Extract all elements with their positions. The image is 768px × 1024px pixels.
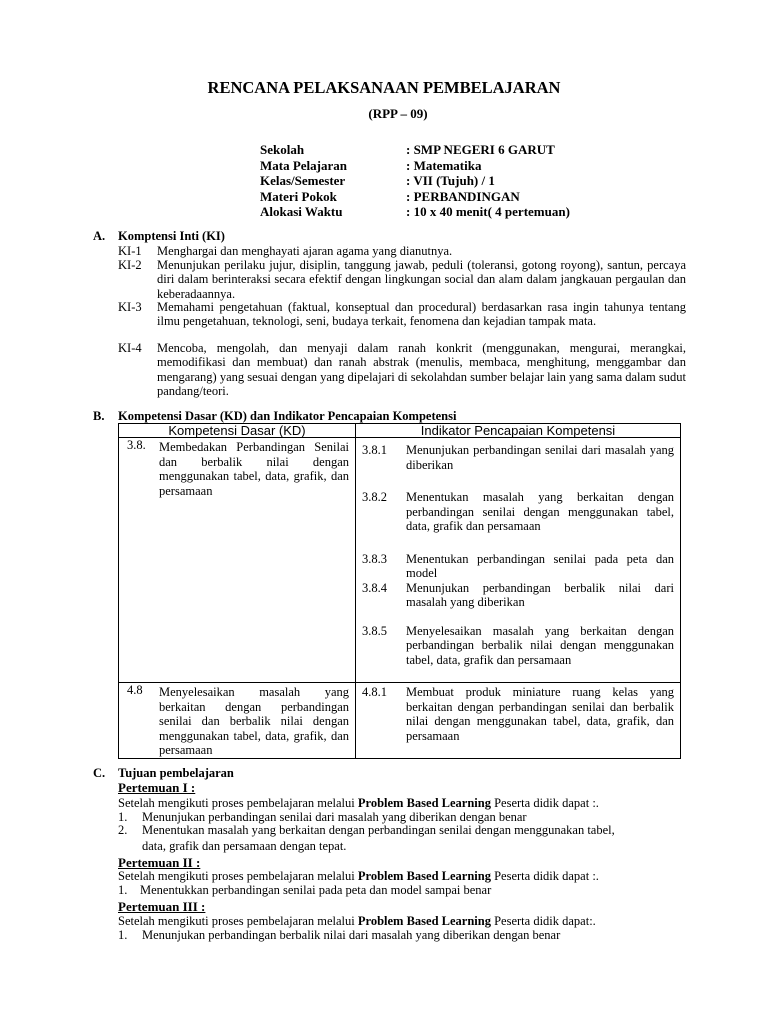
ki-number: KI-1 xyxy=(118,244,142,258)
objective-continuation: data, grafik dan persamaan dengan tepat. xyxy=(142,839,347,853)
indicator-number: 3.8.1 xyxy=(362,443,387,457)
kd-text: Menyelesaikan masalah yang berkaitan dengan perbandingan senilai dan berbalik nilai dengan menggunakan tabel, data, grafik, dan persamaan xyxy=(159,685,349,757)
ki-number: KI-4 xyxy=(118,341,142,355)
intro-text: Setelah mengikuti proses pembelajaran melalui xyxy=(118,914,358,928)
kd-cell xyxy=(119,438,356,683)
kd-cell xyxy=(119,683,356,759)
meeting-title: Pertemuan III : xyxy=(118,899,206,914)
info-row-topic xyxy=(260,189,570,205)
intro-method: Problem Based Learning xyxy=(357,796,491,810)
section-a-heading xyxy=(0,229,768,245)
indicator-number: 4.8.1 xyxy=(362,685,387,699)
section-title: Komptensi Inti (KI) xyxy=(118,229,225,243)
objective-number: 1. xyxy=(118,928,128,942)
indicator-item xyxy=(356,443,680,472)
info-value: : PERBANDINGAN xyxy=(406,188,520,204)
section-title: Kompetensi Dasar (KD) dan Indikator Pencapaian Kompetensi xyxy=(118,409,457,423)
table-header-row xyxy=(119,424,681,438)
info-value: : 10 x 40 menit( 4 pertemuan) xyxy=(406,204,570,219)
indicator-text: Menyelesaikan masalah yang berkaitan dengan perbandingan berbalik nilai dengan menggunakan tabel, data, grafik dan persamaan xyxy=(406,623,674,667)
objective-text: Menunjukan perbandingan senilai dari masalah yang diberikan dengan benar xyxy=(142,810,527,824)
kd-number: 3.8. xyxy=(127,438,146,452)
section-title: Tujuan pembelajaran xyxy=(118,766,234,780)
indicator-item xyxy=(356,624,680,668)
objective-text: Menentukan masalah yang berkaitan dengan perbandingan senilai dengan menggunakan tabel, xyxy=(142,823,615,837)
info-label: Mata Pelajaran xyxy=(260,157,348,173)
document-subtitle: (RPP – 09) xyxy=(368,106,428,121)
indicator-text: Membuat produk miniature ruang kelas yang berkaitan dengan perbandingan senilai dan berbalik nilai dengan menggunakan tabel, data, grafik, dan persamaan xyxy=(406,685,674,743)
objective-item xyxy=(118,823,615,838)
intro-text: Peserta didik dapat:. xyxy=(490,914,596,928)
info-label: Sekolah xyxy=(260,142,305,157)
table-row xyxy=(119,683,681,759)
intro-text: Setelah mengikuti proses pembelajaran melalui xyxy=(118,869,358,883)
indicator-text: Menunjukan perbandingan senilai dari masalah yang diberikan xyxy=(406,443,674,472)
info-row-subject xyxy=(260,158,570,174)
info-value: : SMP NEGERI 6 GARUT xyxy=(406,142,555,157)
ki-item xyxy=(118,300,686,329)
indicator-text: Menentukan perbandingan senilai pada peta dan model xyxy=(406,551,674,580)
meeting-title: Pertemuan I : xyxy=(118,780,196,795)
table-row xyxy=(119,438,681,683)
indicator-item xyxy=(356,685,680,743)
objective-item xyxy=(118,883,492,898)
indicator-item xyxy=(356,552,680,581)
objective-item xyxy=(118,928,561,943)
ki-number: KI-3 xyxy=(118,300,142,314)
info-label: Materi Pokok xyxy=(260,188,337,204)
indicator-text: Menentukan masalah yang berkaitan dengan perbandingan senilai dengan menggunakan tabel, data, grafik dan persamaan xyxy=(406,490,674,533)
intro-text: Peserta didik dapat :. xyxy=(490,796,599,810)
intro-text: Peserta didik dapat :. xyxy=(490,869,599,883)
ki-item xyxy=(118,258,686,301)
intro-method: Problem Based Learning xyxy=(357,914,491,928)
indicator-item xyxy=(356,490,680,534)
competency-table xyxy=(118,423,681,759)
indicator-text: Menunjukan perbandingan berbalik nilai dari masalah yang diberikan xyxy=(406,580,674,609)
kd-number: 4.8 xyxy=(127,683,143,697)
meeting-intro xyxy=(118,869,599,884)
intro-text: Setelah mengikuti proses pembelajaran melalui xyxy=(118,796,358,810)
section-letter: C. xyxy=(93,766,106,780)
section-letter: B. xyxy=(93,409,105,423)
info-row-time xyxy=(260,204,570,220)
indicator-number: 3.8.5 xyxy=(362,623,387,638)
info-value: : Matematika xyxy=(406,157,482,173)
table-header-indicator: Indikator Pencapaian Kompetensi xyxy=(356,424,681,438)
info-row-class xyxy=(260,173,570,189)
meeting-title: Pertemuan II : xyxy=(118,855,201,870)
indicator-item xyxy=(356,581,680,610)
section-c-heading xyxy=(0,766,768,782)
meeting-intro xyxy=(118,914,596,929)
ki-text: Menunjukan perilaku jujur, disiplin, tanggung jawab, peduli (toleransi, gotong royong), santun, percaya diri dalam berinteraksi secara efektif dengan lingkungan social dan alam dalam jangkauan pergaulan dan keberadaannya. xyxy=(157,258,686,301)
ki-item xyxy=(118,341,686,398)
ki-number: KI-2 xyxy=(118,258,142,272)
table-header-kd: Kompetensi Dasar (KD) xyxy=(119,424,356,438)
ki-item xyxy=(118,244,686,258)
ki-text: Menghargai dan menghayati ajaran agama yang dianutnya. xyxy=(157,244,453,258)
objective-number: 2. xyxy=(118,823,128,837)
objective-text: Menentukkan perbandingan senilai pada peta dan model sampai benar xyxy=(140,883,492,897)
ki-text: Mencoba, mengolah, dan menyaji dalam ranah konkrit (menggunakan, mengurai, merangkai, memodifikasi dan membuat) dan ranah abstrak (menulis, membaca, menghitung, menggambar dan mengarang) yang sesuai dengan yang dipelajari di sekolahdan sumber belajar lain yang sama dalam sudut pandang/teori. xyxy=(157,341,686,398)
kd-text: Membedakan Perbandingan Senilai dan berbalik nilai dengan menggunakan tabel, data, grafik, dan persamaan xyxy=(159,440,349,498)
identity-block xyxy=(260,142,570,220)
indicator-number: 3.8.2 xyxy=(362,490,387,504)
indicator-cell xyxy=(356,438,681,683)
indicator-number: 3.8.4 xyxy=(362,580,387,595)
info-label: Alokasi Waktu xyxy=(260,204,343,219)
info-row-school xyxy=(260,142,570,158)
indicator-number: 3.8.3 xyxy=(362,551,387,566)
objective-number: 1. xyxy=(118,810,128,824)
section-letter: A. xyxy=(93,229,106,243)
objective-number: 1. xyxy=(118,883,128,897)
info-value: : VII (Tujuh) / 1 xyxy=(406,173,495,188)
ki-text: Memahami pengetahuan (faktual, konseptual dan procedural) berdasarkan rasa ingin tahunya tentang ilmu pengetahuan, teknologi, seni, budaya terkait, fenomena dan kejadian tampak mata. xyxy=(157,300,686,329)
objective-text: Menunjukan perbandingan berbalik nilai dari masalah yang diberikan dengan benar xyxy=(142,928,561,942)
indicator-cell xyxy=(356,683,681,759)
info-label: Kelas/Semester xyxy=(260,173,346,188)
document-title: RENCANA PELAKSANAAN PEMBELAJARAN xyxy=(207,78,561,97)
meeting-intro xyxy=(118,796,599,811)
intro-method: Problem Based Learning xyxy=(357,869,491,883)
